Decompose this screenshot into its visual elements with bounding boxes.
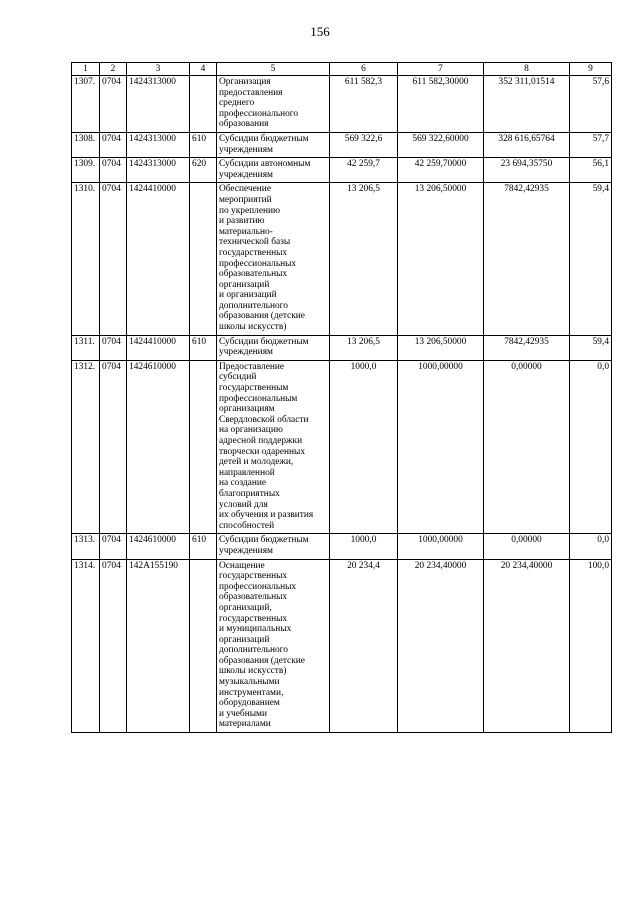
table-row <box>72 158 612 183</box>
page-number: 156 <box>310 24 330 39</box>
budget-table <box>71 62 612 733</box>
percent-cell: 0,0 <box>570 360 612 534</box>
section-code-cell: 0704 <box>100 534 127 559</box>
name-cell: Субсидии бюджетным учреждениям <box>217 132 330 157</box>
amount-col6-cell: 42 259,7 <box>330 158 398 183</box>
table-row <box>72 534 612 559</box>
column-header: 3 <box>127 63 190 76</box>
expense-type-cell: 620 <box>190 158 217 183</box>
name-cell: Субсидии автономным учреждениям <box>217 158 330 183</box>
name-cell: Организация предоставления среднего профессионального образования <box>217 76 330 133</box>
amount-col8-cell: 20 234,40000 <box>484 559 570 733</box>
section-code-cell: 0704 <box>100 559 127 733</box>
percent-cell: 0,0 <box>570 534 612 559</box>
article-code-cell: 142A155190 <box>127 559 190 733</box>
row-number-cell: 1310. <box>72 183 100 335</box>
column-header: 1 <box>72 63 100 76</box>
section-code-cell: 0704 <box>100 360 127 534</box>
amount-col7-cell: 20 234,40000 <box>398 559 484 733</box>
amount-col6-cell: 13 206,5 <box>330 335 398 360</box>
amount-col7-cell: 1000,00000 <box>398 360 484 534</box>
expense-type-cell <box>190 559 217 733</box>
section-code-cell: 0704 <box>100 183 127 335</box>
row-number-cell: 1312. <box>72 360 100 534</box>
table-row <box>72 335 612 360</box>
amount-col8-cell: 352 311,01514 <box>484 76 570 133</box>
article-code-cell: 1424410000 <box>127 335 190 360</box>
row-number-cell: 1313. <box>72 534 100 559</box>
amount-col7-cell: 611 582,30000 <box>398 76 484 133</box>
amount-col7-cell: 13 206,50000 <box>398 335 484 360</box>
expense-type-cell <box>190 76 217 133</box>
row-number-cell: 1309. <box>72 158 100 183</box>
expense-type-cell <box>190 183 217 335</box>
column-header: 5 <box>217 63 330 76</box>
row-number-cell: 1307. <box>72 76 100 133</box>
article-code-cell: 1424313000 <box>127 76 190 133</box>
section-code-cell: 0704 <box>100 132 127 157</box>
amount-col8-cell: 23 694,35750 <box>484 158 570 183</box>
amount-col6-cell: 611 582,3 <box>330 76 398 133</box>
article-code-cell: 1424610000 <box>127 534 190 559</box>
expense-type-cell <box>190 360 217 534</box>
expense-type-cell: 610 <box>190 534 217 559</box>
amount-col7-cell: 42 259,70000 <box>398 158 484 183</box>
amount-col7-cell: 1000,00000 <box>398 534 484 559</box>
column-header: 7 <box>398 63 484 76</box>
amount-col8-cell: 0,00000 <box>484 534 570 559</box>
table-body <box>72 76 612 733</box>
column-header: 6 <box>330 63 398 76</box>
amount-col8-cell: 7842,42935 <box>484 335 570 360</box>
table-row <box>72 360 612 534</box>
section-code-cell: 0704 <box>100 76 127 133</box>
percent-cell: 59,4 <box>570 183 612 335</box>
name-cell: Субсидии бюджетным учреждениям <box>217 335 330 360</box>
expense-type-cell: 610 <box>190 132 217 157</box>
header-row <box>72 63 612 76</box>
article-code-cell: 1424610000 <box>127 360 190 534</box>
column-header: 2 <box>100 63 127 76</box>
row-number-cell: 1311. <box>72 335 100 360</box>
table-header <box>72 63 612 76</box>
percent-cell: 56,1 <box>570 158 612 183</box>
percent-cell: 100,0 <box>570 559 612 733</box>
article-code-cell: 1424410000 <box>127 183 190 335</box>
article-code-cell: 1424313000 <box>127 158 190 183</box>
expense-type-cell: 610 <box>190 335 217 360</box>
amount-col6-cell: 1000,0 <box>330 360 398 534</box>
amount-col6-cell: 1000,0 <box>330 534 398 559</box>
name-cell: Субсидии бюджетным учреждениям <box>217 534 330 559</box>
row-number-cell: 1314. <box>72 559 100 733</box>
amount-col6-cell: 13 206,5 <box>330 183 398 335</box>
amount-col6-cell: 20 234,4 <box>330 559 398 733</box>
percent-cell: 59,4 <box>570 335 612 360</box>
table-row <box>72 132 612 157</box>
percent-cell: 57,7 <box>570 132 612 157</box>
table-row <box>72 559 612 733</box>
amount-col8-cell: 328 616,65764 <box>484 132 570 157</box>
article-code-cell: 1424313000 <box>127 132 190 157</box>
amount-col6-cell: 569 322,6 <box>330 132 398 157</box>
amount-col7-cell: 569 322,60000 <box>398 132 484 157</box>
name-cell: Оснащение государственных профессиональных образовательных организаций, государственных и муниципальных организаций дополнительного образования (детские школы искусств) музыкальными инструментами, оборудованием и учебными материалами <box>217 559 330 733</box>
name-cell: Предоставление субсидий государственным профессиональным организациям Свердловской области на организацию адресной поддержки творчески одаренных детей и молодежи, направленной на создание благоприятных условий для их обучения и развития способностей <box>217 360 330 534</box>
amount-col8-cell: 0,00000 <box>484 360 570 534</box>
column-header: 8 <box>484 63 570 76</box>
amount-col8-cell: 7842,42935 <box>484 183 570 335</box>
name-cell: Обеспечение мероприятий по укреплению и развитию материально- технической базы государственных профессиональных образовательных организаций и организаций дополнительного образования (детские школы искусств) <box>217 183 330 335</box>
amount-col7-cell: 13 206,50000 <box>398 183 484 335</box>
column-header: 9 <box>570 63 612 76</box>
column-header: 4 <box>190 63 217 76</box>
section-code-cell: 0704 <box>100 158 127 183</box>
table-row <box>72 183 612 335</box>
row-number-cell: 1308. <box>72 132 100 157</box>
section-code-cell: 0704 <box>100 335 127 360</box>
percent-cell: 57,6 <box>570 76 612 133</box>
table-row <box>72 76 612 133</box>
